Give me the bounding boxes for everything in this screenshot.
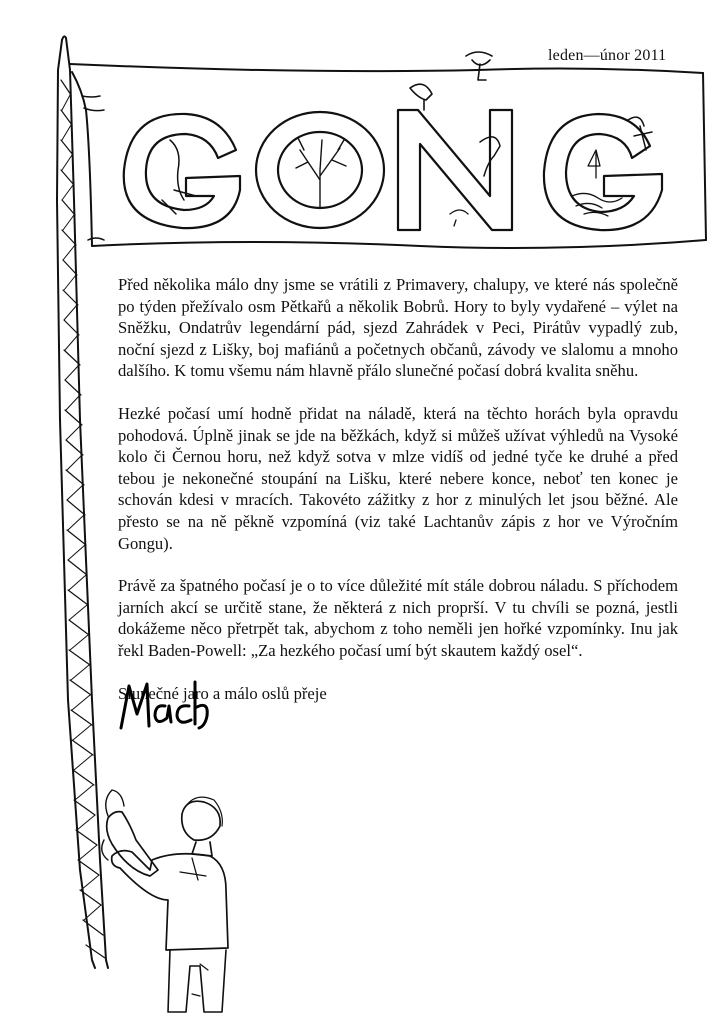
banner-flag — [70, 64, 706, 248]
scout-illustration — [102, 790, 228, 1012]
paragraph: Před několika málo dny jsme se vrátili z Primavery, chalupy, ve které nás společně po týden přežívalo osm Pětkařů a několik Bobrů. Hory to byly vydařené – výlet na Sněžku, Ondatrův legendární pád, sjezd Zahrádek v Peci, Pirátův vypadlý zub, noční sjezd z Lišky, boj mafiánů a početnych občanů, závody ve slalomu a mnoho dalšího. K tomu všemu nám hlavně přálo slunečné počasí dobrá kvalita sněhu. — [118, 275, 678, 381]
masthead-letters — [124, 84, 662, 230]
handwritten-signature — [115, 676, 215, 736]
article-body — [118, 274, 678, 725]
paragraph: Hezké počasí umí hodně přidat na náladě, která na těchto horách byla opravdu pohodová. Úplně jinak se jde na běžkách, když si můžeš užívat výhledů na Vysoké kolo či Černou horu, než když sotva v mlze vidíš od jedné tyče ke druhé a před tebou je nekonečné stoupání na Lišku, které nebere konce, neboť ten konec je schován kdesi v mracích. Takovéto zážitky z hor z minulých let jsou běžné. Ale přesto se na ně pěkně vzpomíná (viz také Lachtanův zápis z hor ve Výročním Gongu). — [118, 403, 678, 553]
paragraph: Právě za špatného počasí je o to více důležité mít stále dobrou náladu. S příchodem jarních akcí se určitě stane, že některá z nich proprší. V tu chvíli se pozná, jestli dokážeme něco přetrpět tak, abychom z toho neměli jen hořké vzpomínky. Inu jak řekl Baden-Powell: „Za hezkého počasí umí být skautem každý osel“. — [118, 576, 678, 660]
issue-date: leden—únor 2011 — [548, 47, 667, 64]
closing-line: Slunečné jaro a málo oslů přeje — [118, 683, 327, 703]
bird-doodle — [466, 52, 492, 80]
flag-pole — [57, 36, 108, 968]
